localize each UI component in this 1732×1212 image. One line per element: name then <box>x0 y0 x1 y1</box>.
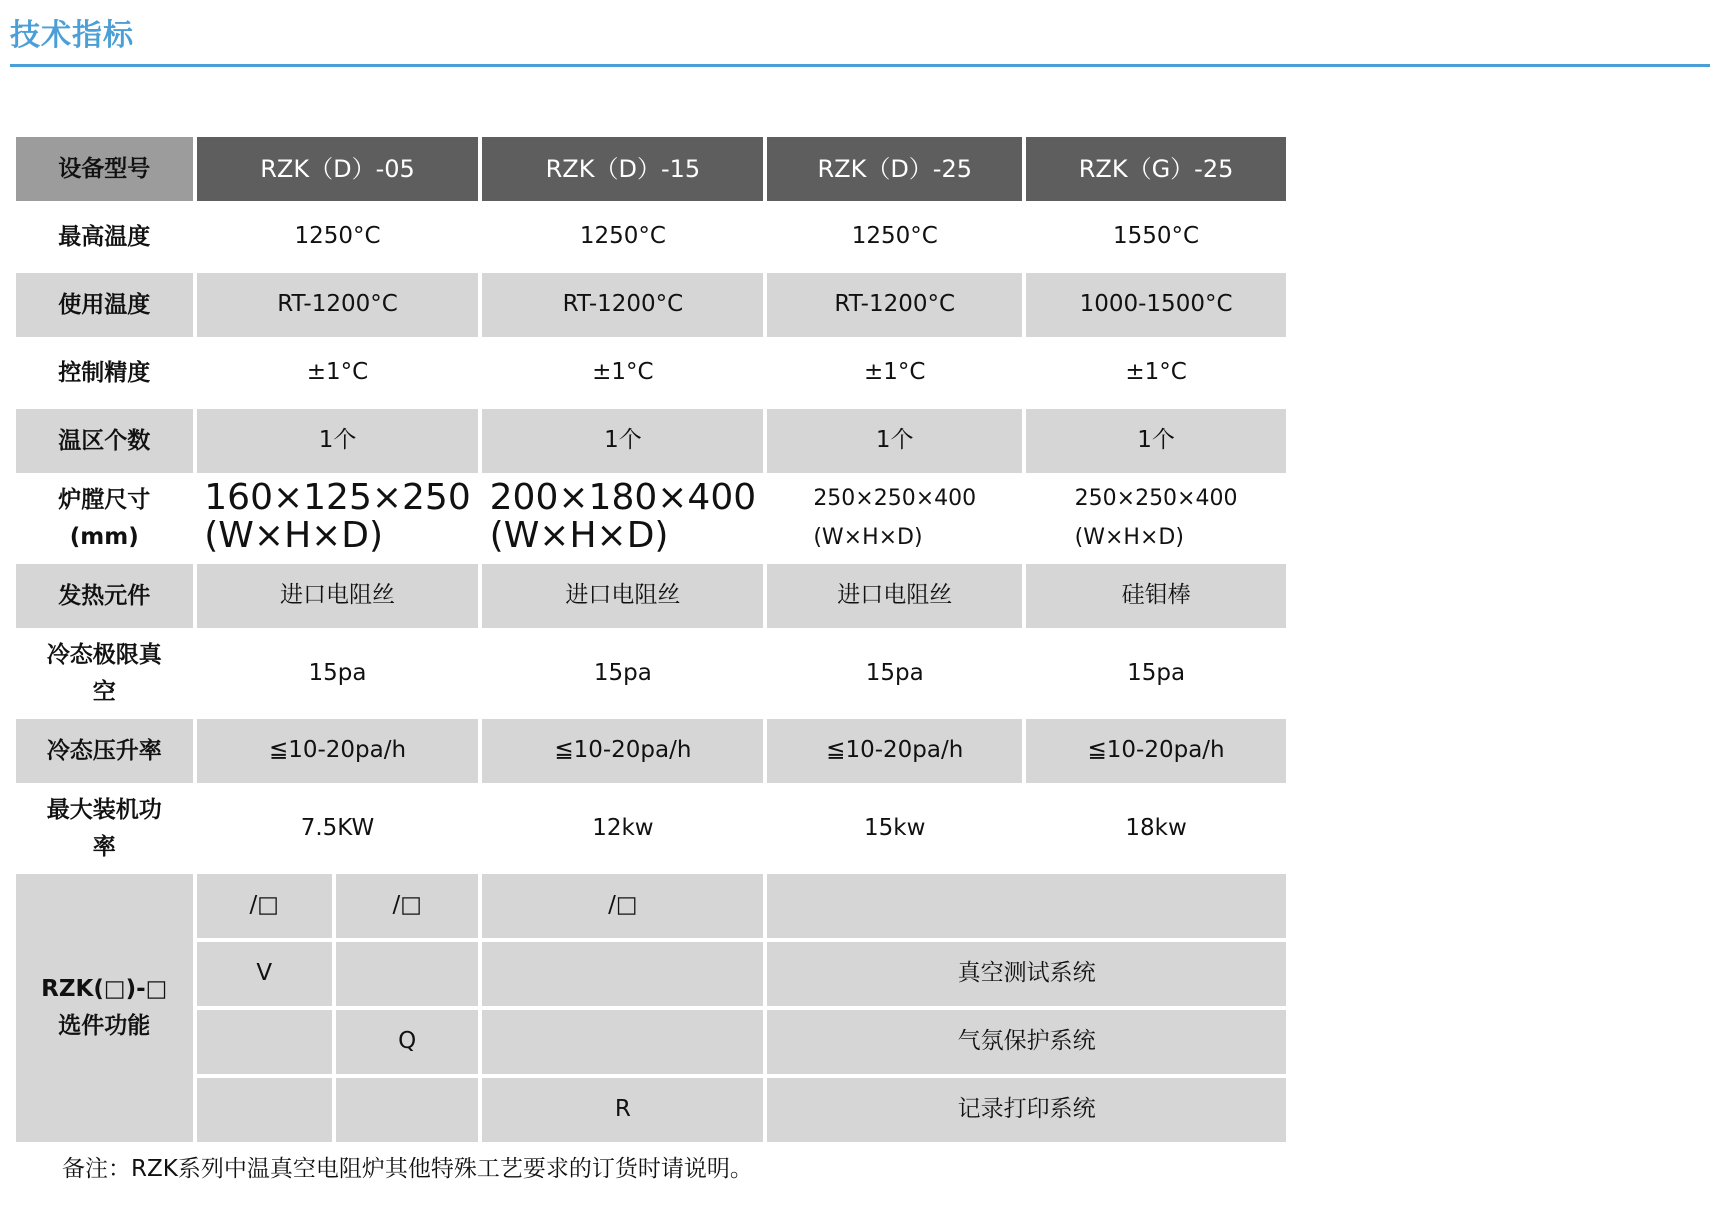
options-row <box>16 942 1286 1006</box>
row-label <box>16 632 193 715</box>
cell-value <box>482 477 763 560</box>
cell-value: RT-1200°C <box>482 273 763 337</box>
option-empty-cell <box>482 1010 763 1074</box>
cell-value: 15pa <box>197 632 479 715</box>
dimension-value <box>204 479 470 555</box>
option-description: 气氛保护系统 <box>767 1010 1286 1074</box>
option-slot: /□ <box>336 874 478 938</box>
option-code: R <box>482 1078 763 1142</box>
row-label-line: 空 <box>92 678 116 705</box>
header-row <box>16 137 1286 201</box>
cell-value: ≦10-20pa/h <box>197 719 479 783</box>
row-label-line: 率 <box>92 833 116 860</box>
row-label-text: 发热元件 <box>58 582 151 609</box>
row-label-line: 冷态极限真 <box>46 641 162 668</box>
cell-value: RT-1200°C <box>767 273 1022 337</box>
table-row <box>16 205 1286 269</box>
dimension-value <box>813 480 976 557</box>
table-row <box>16 409 1286 473</box>
cell-value: 1250°C <box>767 205 1022 269</box>
row-label <box>16 341 193 405</box>
table-row <box>16 273 1286 337</box>
row-label-line: (mm) <box>69 523 139 550</box>
row-label <box>16 787 193 870</box>
cell-value: 1000-1500°C <box>1026 273 1286 337</box>
dimension-line: (W×H×D) <box>1074 524 1184 550</box>
row-label <box>16 477 193 560</box>
option-empty-cell <box>336 942 478 1006</box>
option-code: Q <box>336 1010 478 1074</box>
dimension-line: (W×H×D) <box>813 524 923 550</box>
cell-value: 1250°C <box>197 205 479 269</box>
row-label <box>16 205 193 269</box>
cell-value: 15pa <box>482 632 763 715</box>
options-label-line: 选件功能 <box>58 1013 151 1039</box>
model-header: RZK（D）-05 <box>197 137 479 201</box>
dimension-line: 160×125×250 <box>204 477 471 519</box>
option-empty-cell <box>197 1078 332 1142</box>
row-label-text: 使用温度 <box>58 291 151 318</box>
cell-value: ±1°C <box>1026 341 1286 405</box>
dimension-value <box>490 479 756 555</box>
row-label-line: 最大装机功 <box>46 796 162 823</box>
options-row <box>16 1010 1286 1074</box>
options-label-text <box>29 971 179 1045</box>
row-label-text: 控制精度 <box>58 359 151 386</box>
row-label-text: 冷态压升率 <box>46 737 162 764</box>
spec-table <box>12 133 1290 1146</box>
row-label-text: 最高温度 <box>58 223 151 250</box>
table-row <box>16 632 1286 715</box>
cell-value: 1个 <box>1026 409 1286 473</box>
option-empty-cell <box>767 874 1286 938</box>
model-header: RZK（G）-25 <box>1026 137 1286 201</box>
cell-value: 15pa <box>767 632 1022 715</box>
table-row <box>16 564 1286 628</box>
option-code: V <box>197 942 332 1006</box>
options-label-line: RZK(□)-□ <box>41 976 168 1003</box>
table-row <box>16 787 1286 870</box>
cell-value: 12kw <box>482 787 763 870</box>
dimension-line: 250×250×400 <box>1074 486 1238 511</box>
cell-value: 1个 <box>482 409 763 473</box>
row-label-text: 温区个数 <box>58 427 151 454</box>
cell-value: 1个 <box>197 409 479 473</box>
section-title: 技术指标 <box>10 18 134 53</box>
header-label-text: 设备型号 <box>58 155 151 182</box>
cell-value: 进口电阻丝 <box>767 564 1022 628</box>
dimension-line: (W×H×D) <box>489 515 669 557</box>
row-label <box>16 564 193 628</box>
header-label <box>16 137 193 201</box>
cell-value: 7.5KW <box>197 787 479 870</box>
cell-value: ≦10-20pa/h <box>1026 719 1286 783</box>
cell-value: 进口电阻丝 <box>482 564 763 628</box>
model-header: RZK（D）-25 <box>767 137 1022 201</box>
dimension-line: (W×H×D) <box>204 515 384 557</box>
cell-value: 15pa <box>1026 632 1286 715</box>
cell-value <box>1026 477 1286 560</box>
option-empty-cell <box>482 942 763 1006</box>
option-slot: /□ <box>482 874 763 938</box>
footnote: 备注：RZK系列中温真空电阻炉其他特殊工艺要求的订货时请说明。 <box>62 1156 753 1182</box>
option-slot: /□ <box>197 874 332 938</box>
option-empty-cell <box>197 1010 332 1074</box>
row-label <box>16 719 193 783</box>
cell-value: ±1°C <box>767 341 1022 405</box>
row-label-line: 炉膛尺寸 <box>58 486 151 513</box>
row-label <box>16 409 193 473</box>
title-divider <box>10 64 1710 67</box>
cell-value: RT-1200°C <box>197 273 479 337</box>
option-description: 真空测试系统 <box>767 942 1286 1006</box>
options-row <box>16 874 1286 938</box>
row-label <box>16 273 193 337</box>
cell-value: 18kw <box>1026 787 1286 870</box>
options-row <box>16 1078 1286 1142</box>
cell-value: ±1°C <box>197 341 479 405</box>
cell-value: 进口电阻丝 <box>197 564 479 628</box>
cell-value <box>767 477 1022 560</box>
option-description: 记录打印系统 <box>767 1078 1286 1142</box>
cell-value: 1550°C <box>1026 205 1286 269</box>
dimension-line: 250×250×400 <box>813 486 977 511</box>
cell-value: ≦10-20pa/h <box>482 719 763 783</box>
cell-value: 15kw <box>767 787 1022 870</box>
dimension-line: 200×180×400 <box>489 477 757 519</box>
options-label <box>16 874 193 1142</box>
row-label-text <box>39 792 169 866</box>
row-label-text <box>39 637 169 711</box>
model-header: RZK（D）-15 <box>482 137 763 201</box>
option-empty-cell <box>336 1078 478 1142</box>
table-row <box>16 477 1286 560</box>
cell-value: ±1°C <box>482 341 763 405</box>
cell-value: ≦10-20pa/h <box>767 719 1022 783</box>
table-row <box>16 341 1286 405</box>
cell-value: 1个 <box>767 409 1022 473</box>
row-label-text <box>39 482 169 556</box>
dimension-value <box>1075 480 1238 557</box>
cell-value: 硅钼棒 <box>1026 564 1286 628</box>
cell-value: 1250°C <box>482 205 763 269</box>
table-row <box>16 719 1286 783</box>
cell-value <box>197 477 479 560</box>
